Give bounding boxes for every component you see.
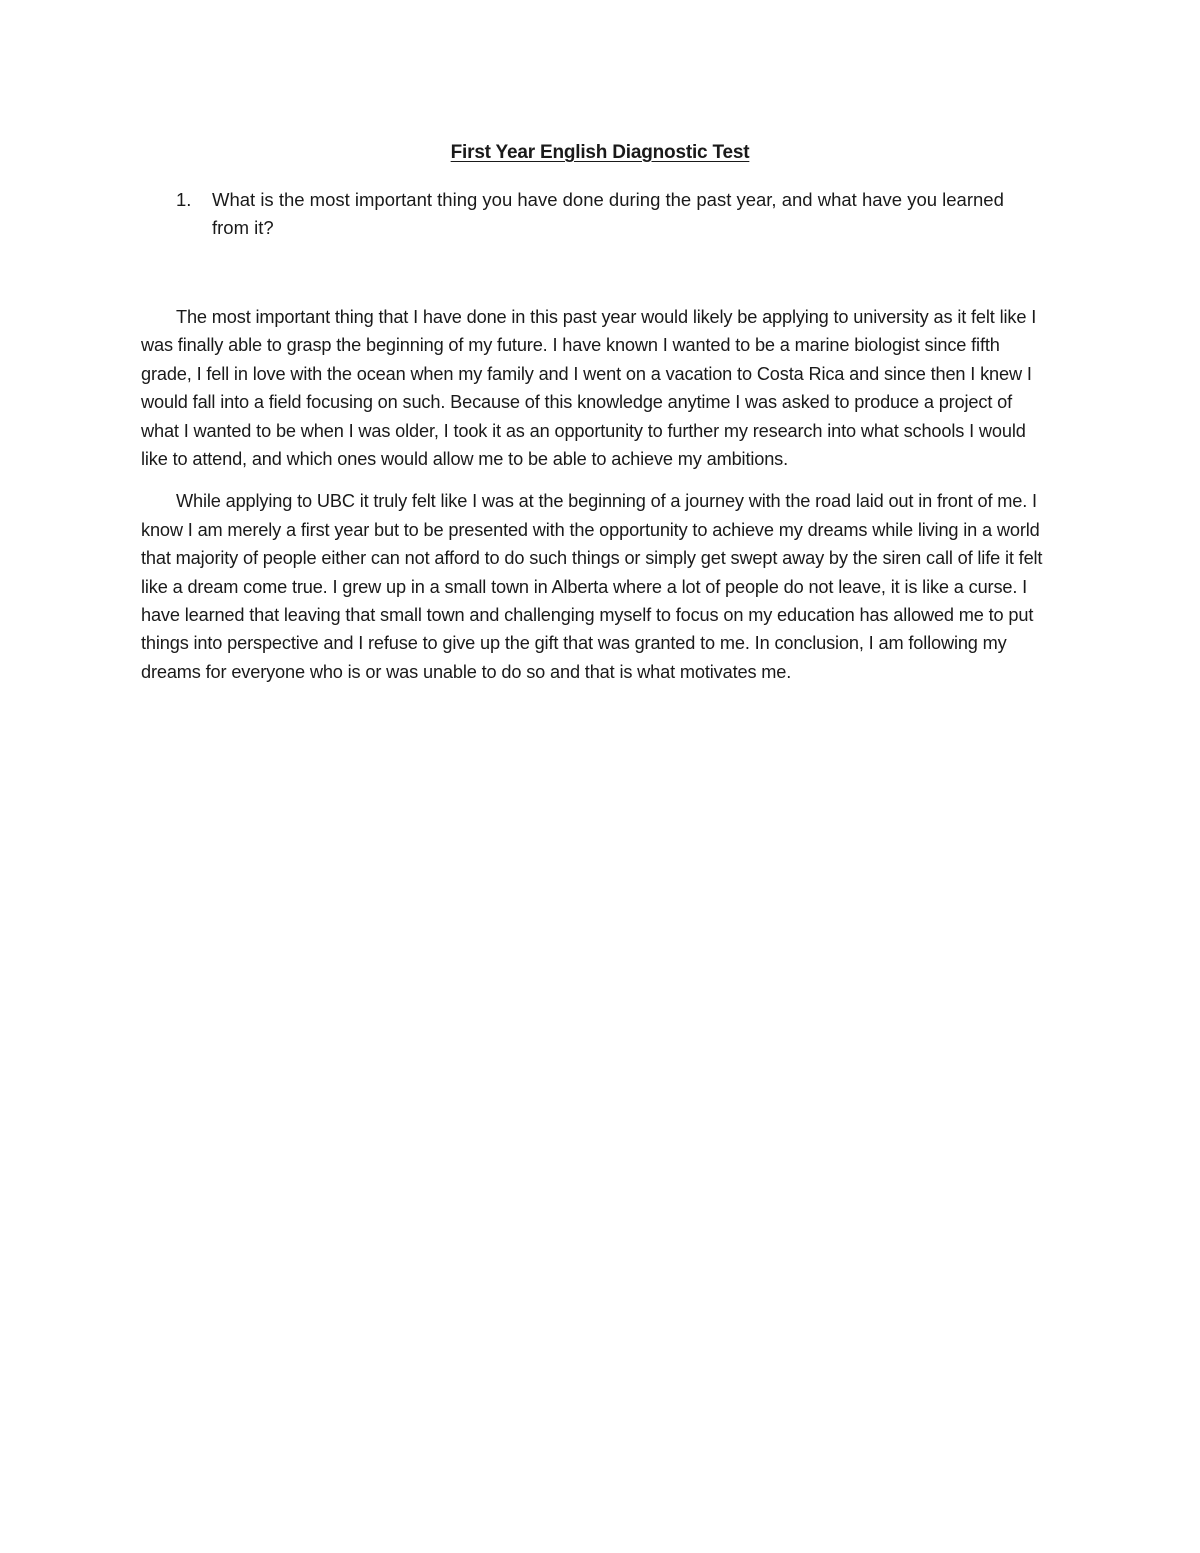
answer-paragraph: The most important thing that I have done in this past year would likely be applying to university as it felt like I was finally able to grasp the beginning of my future. I have known I wanted to be a marine biologist since fifth grade, I fell in love with the ocean when my family and I went on a vacation to Costa Rica and since then I knew I would fall into a field focusing on such. Because of this knowledge anytime I was asked to produce a project of what I wanted to be when I was older, I took it as an opportunity to further my research into what schools I would like to attend, and which ones would allow me to be able to achieve my ambitions. bbox=[141, 307, 1037, 470]
question-text: What is the most important thing you have done during the past year, and what have you learned from it? bbox=[212, 189, 1004, 238]
answer-paragraph: While applying to UBC it truly felt like I was at the beginning of a journey with the road laid out in front of me. I know I am merely a first year but to be presented with the opportunity to achieve my dreams while living in a world that majority of people either can not afford to do such things or simply get swept away by the siren call of life it felt like a dream come true. I grew up in a small town in Alberta where a lot of people do not leave, it is like a curse. I have learned that leaving that small town and challenging myself to focus on my education has allowed me to put things into perspective and I refuse to give up the gift that was granted to me. In conclusion, I am following my dreams for everyone who is or was unable to do so and that is what motivates me. bbox=[141, 491, 1043, 682]
question-number: 1. bbox=[176, 189, 192, 210]
document-title: First Year English Diagnostic Test bbox=[450, 142, 750, 163]
answer-body bbox=[141, 303, 1053, 700]
question-item bbox=[176, 186, 1026, 242]
